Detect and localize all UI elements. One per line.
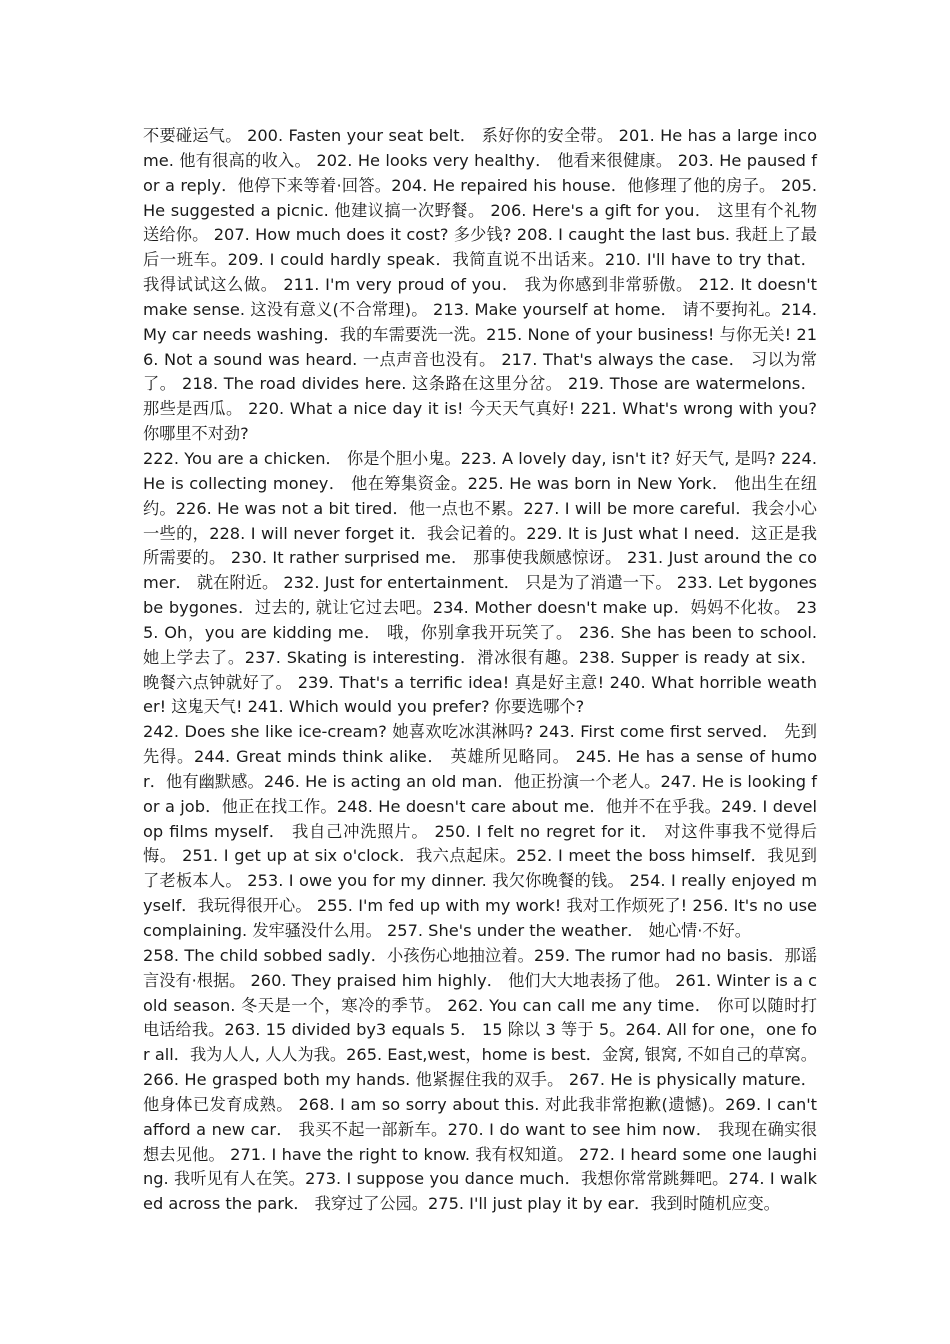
paragraph-3: 242. Does she like ice-cream? 她喜欢吃冰淇淋吗? 243. First come first served． 先到先得。244. Great minds think alike． 英雄所见略同。 245. He has a sense of humor．他有幽默感。246. He is acting an old man．他正扮演一个老人。247. He is looking for a job．他正在找工作。248. He doesn't care about me．他并不在乎我。249. I develop films myself． 我自己冲洗照片。 250. I felt no regret for it． 对这件事我不觉得后悔。 251. I get up at six o'clock．我六点起床。252. I meet the boss himself．我见到了老板本人。 253. I owe you for my dinner. 我欠你晚餐的钱。 254. I really enjoyed myself．我玩得很开心。 255. I'm fed up with my work! 我对工作烦死了! 256. It's no use complaining. 发牢骚没什么用。 257. She's under the weather． 她心情·不好。 [143,722,817,940]
paragraph-2: 222. You are a chicken． 你是个胆小鬼。223. A lovely day, isn't it? 好天气, 是吗? 224. He is collecting money． 他在筹集资金。225. He was born in New York． 他出生在纽约。226. He was not a bit tired．他一点也不累。227. I will be more careful．我会小心一些的，228. I will never forget it．我会记着的。229. It is Just what I need．这正是我所需要的。 230. It rather surprised me． 那事使我颇感惊讶。 231. Just around the comer． 就在附近。 232. Just for entertainment． 只是为了消遣一下。 233. Let bygones be bygones．过去的, 就让它过去吧。234. Mother doesn't make up．妈妈不化妆。 235. Oh，you are kidding me． 哦，你别拿我开玩笑了。 236. She has been to school. 她上学去了。237. Skating is interesting．滑冰很有趣。238. Supper is ready at six． 晚餐六点钟就好了。 239. That's a terrific idea! 真是好主意! 240. What horrible weather! 这鬼天气! 241. Which would you prefer? 你要选哪个? [143,448,817,717]
paragraph-4: 258. The child sobbed sadly．小孩伤心地抽泣着。259. The rumor had no basis．那谣言没有·根据。 260. They praised him highly． 他们大大地表扬了他。 261. Winter is a cold season. 冬天是一个，寒冷的季节。 262. You can call me any time． 你可以随时打电话给我。263. 15 divided by3 equals 5． 15 除以 3 等于 5。264. All for one，one for all．我为人人, 人人为我。265. East,west，home is best．金窝, 银窝, 不如自己的草窝。266. He grasped both my hands. 他紧握住我的双手。 267. He is physically mature．他身体已发育成熟。 268. I am so sorry about this. 对此我非常抱歉(遗憾)。269. I can't afford a new car． 我买不起一部新车。270. I do want to see him now． 我现在确实很想去见他。 271. I have the right to know. 我有权知道。 272. I heard some one laughing. 我听见有人在笑。273. I suppose you dance much．我想你常常跳舞吧。274. I walked across the park． 我穿过了公园。275. I'll just play it by ear．我到时随机应变。 [143,945,817,1214]
document-page [143,124,817,1217]
paragraph-1: 不要碰运气。 200. Fasten your seat belt． 系好你的安全带。 201. He has a large income. 他有很高的收入。 202. He looks very healthy． 他看来很健康。 203. He paused for a reply．他停下来等着·回答。204. He repaired his house．他修理了他的房子。 205. He suggested a picnic. 他建议搞一次野餐。 206. Here's a gift for you． 这里有个礼物送给你。 207. How much does it cost? 多少钱? 208. I caught the last bus. 我赶上了最后一班车。209. I could hardly speak．我简直说不出话来。210. I'll have to try that． 我得试试这么做。 211. I'm very proud of you． 我为你感到非常骄傲。 212. It doesn't make sense. 这没有意义(不合常理)。 213. Make yourself at home． 请不要拘礼。214. My car needs washing．我的车需要洗一洗。215. None of your business! 与你无关! 216. Not a sound was heard. 一点声音也没有。 217. That's always the case． 习以为常了。 218. The road divides here. 这条路在这里分岔。 219. Those are watermelons． 那些是西瓜。 220. What a nice day it is! 今天天气真好! 221. What's wrong with you? 你哪里不对劲? [143,126,817,444]
